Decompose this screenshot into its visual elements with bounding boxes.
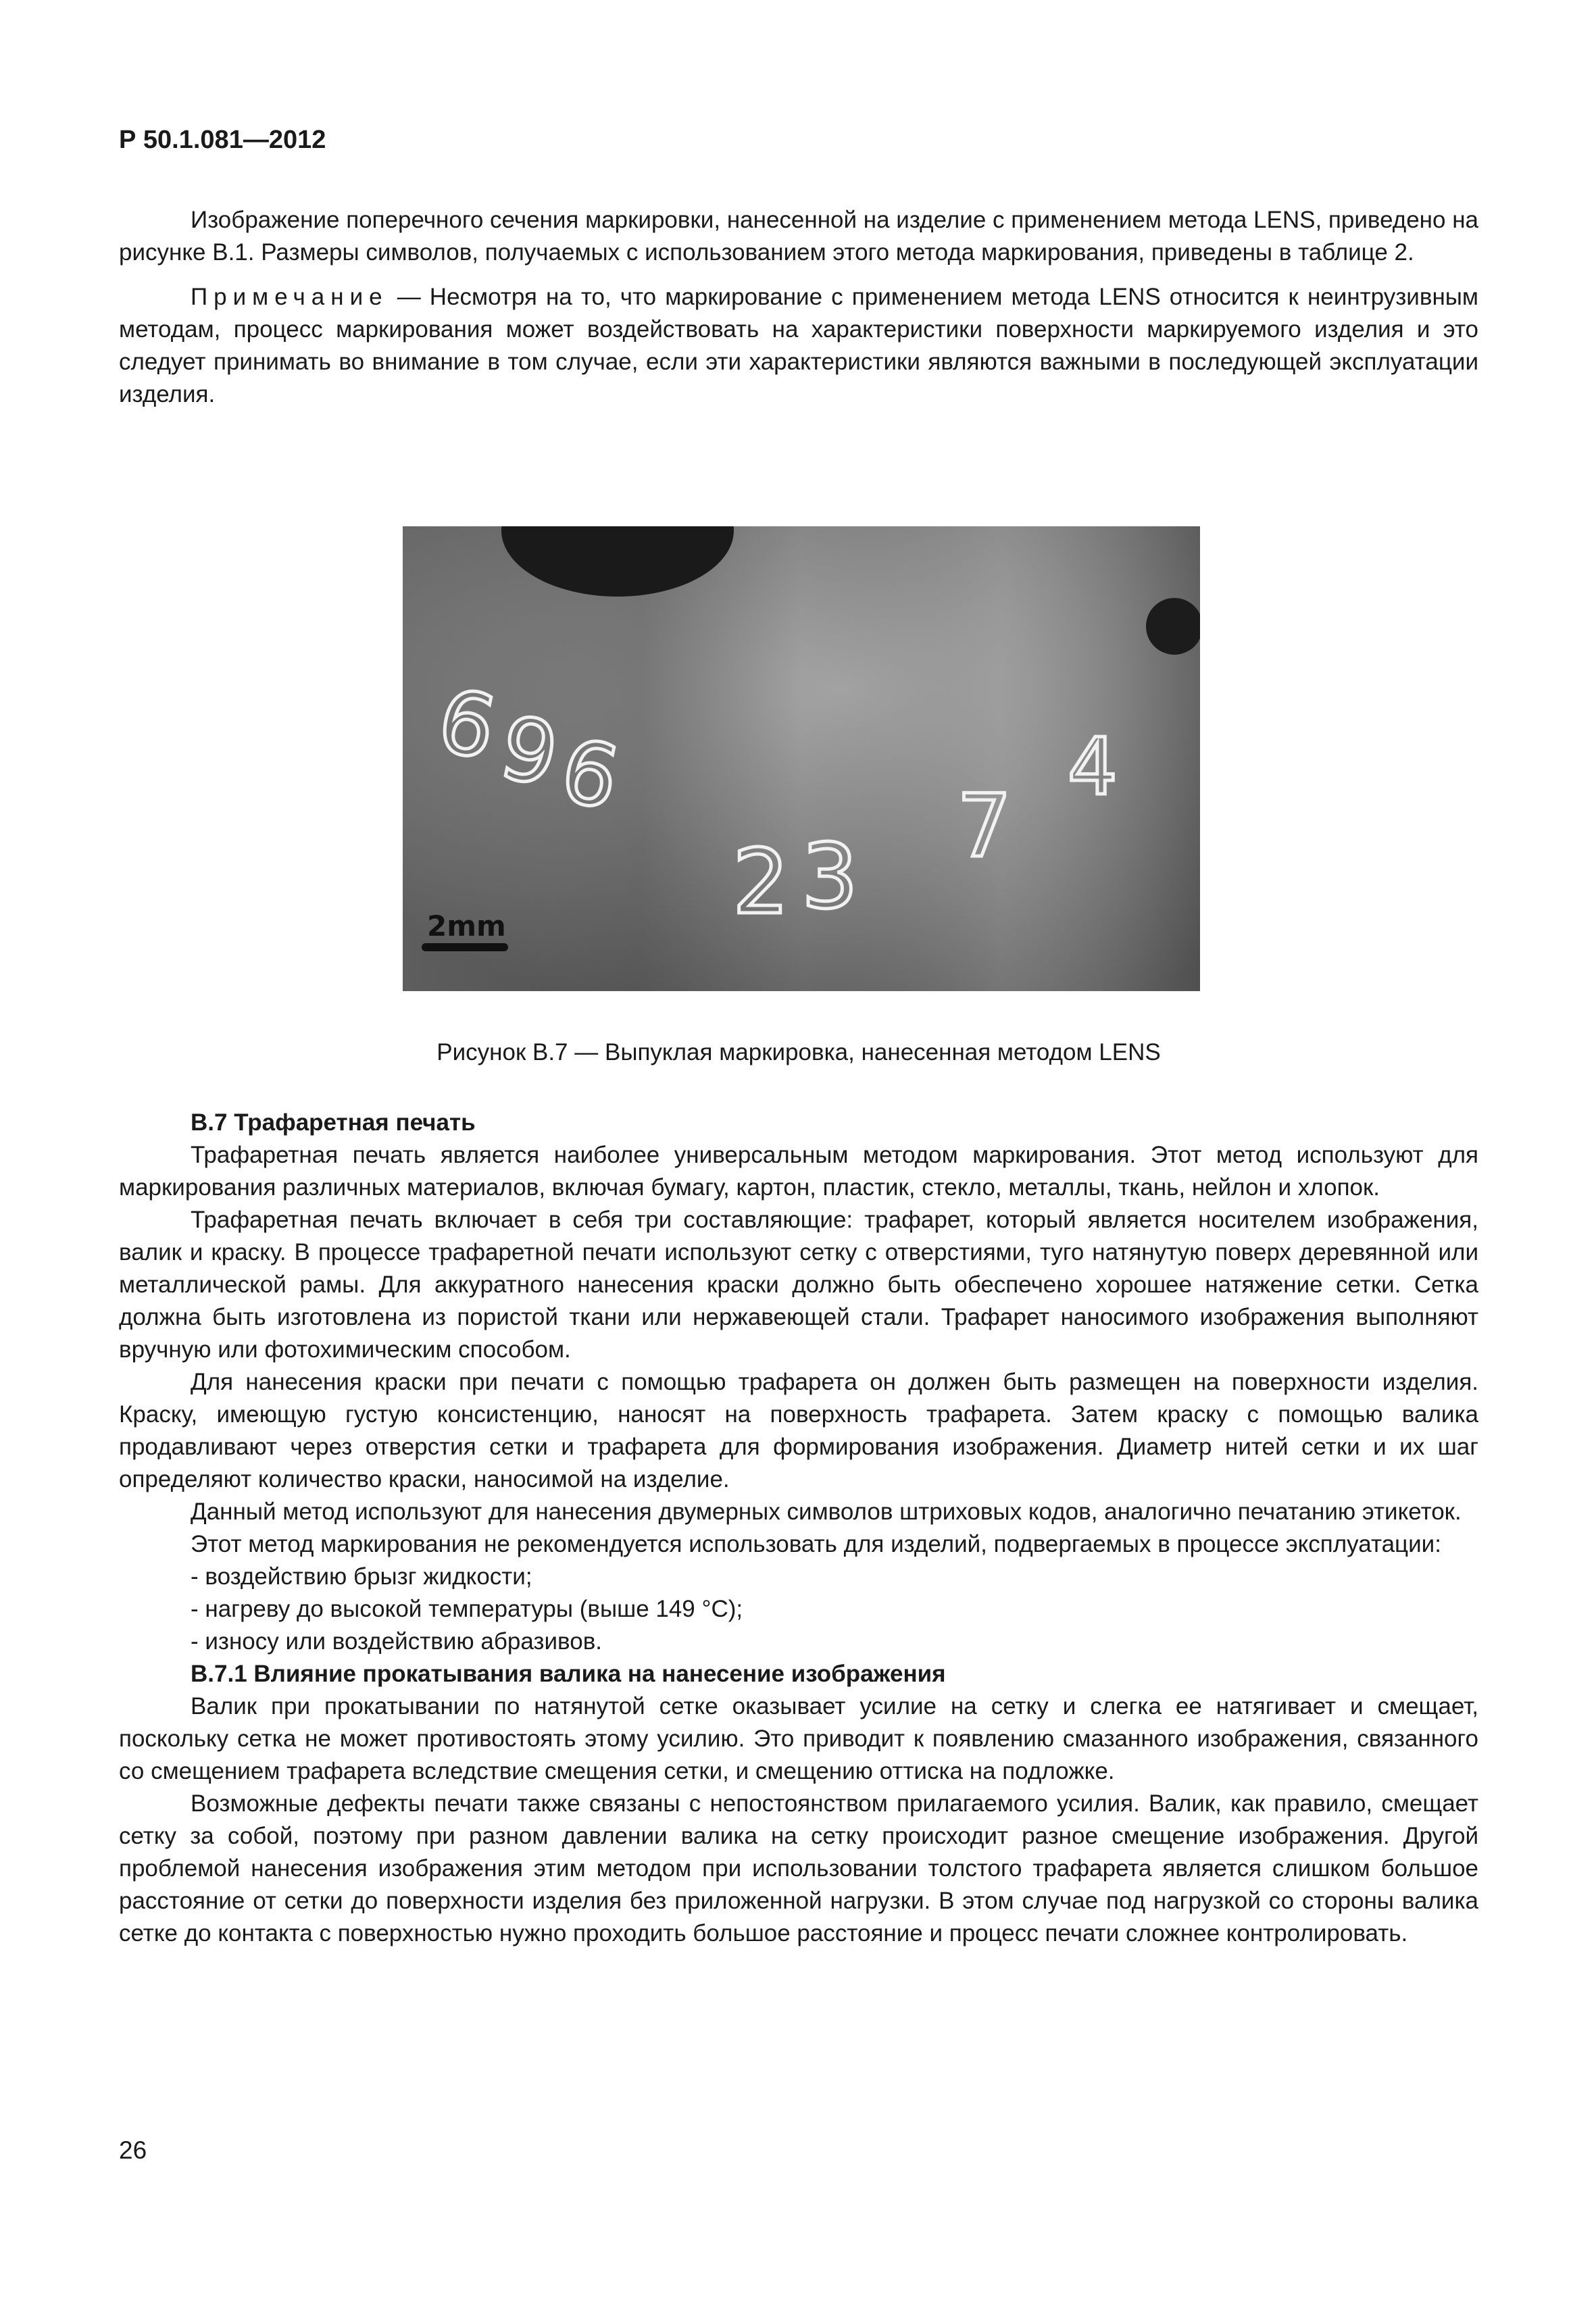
- marking-char-3: 6: [552, 720, 628, 830]
- marking-char-2: 9: [491, 697, 567, 807]
- note-label: Примечание: [191, 284, 389, 310]
- section-b71-paragraph: Валик при прокатывании по натянутой сетке оказывает усилие на сетку и слегка ее натягивает и смещает, поскольку сетка не может противостоять этому усилию. Это приводит к появлению смазанного изображения, связанного со смещением трафарета вследствие смещения сетки, и смещению оттиска на подложке.: [119, 1693, 1478, 1784]
- marking-char-6: 7: [957, 776, 1012, 877]
- section-b7-paragraph: Этот метод маркирования не рекомендуется использовать для изделий, подвергаемых в процессе эксплуатации:: [191, 1531, 1441, 1557]
- list-item: - нагреву до высокой температуры (выше 149 °С);: [191, 1596, 743, 1622]
- page-number: 26: [119, 2136, 147, 2164]
- figure-lens-marking-photo: [403, 526, 1200, 991]
- note-text: — Несмотря на то, что маркирование с применением метода LENS относится к неинтрузивным методам, процесс маркирования может воздействовать на характеристики поверхности маркируемого изделия и это следует принимать во внимание в том случае, если эти характеристики являются важными в последующей эксплуатации изделия.: [119, 284, 1478, 407]
- intro-paragraph: Изображение поперечного сечения маркировки, нанесенной на изделие с применением метода LENS, приведено на рисунке В.1. Размеры символов, получаемых с использованием этого метода маркирования, приведены в таблице 2.: [119, 207, 1478, 266]
- scale-label: 2mm: [427, 909, 506, 942]
- note-paragraph: [119, 281, 1478, 411]
- section-b7-paragraph: Данный метод используют для нанесения двумерных символов штриховых кодов, аналогично печатанию этикеток.: [191, 1499, 1462, 1525]
- marking-char-1: 6: [429, 670, 505, 780]
- list-item: - износу или воздействию абразивов.: [191, 1628, 603, 1655]
- scale-bar: [422, 943, 508, 951]
- marking-char-4: 2: [732, 830, 789, 934]
- marking-char-7: 4: [1068, 722, 1118, 813]
- figure-caption: Рисунок В.7 — Выпуклая маркировка, нанесенная методом LENS: [437, 1039, 1161, 1065]
- document-id: Р 50.1.081—2012: [119, 126, 326, 154]
- section-b7: [119, 1107, 1478, 1950]
- section-b71-paragraph: Возможные дефекты печати также связаны с непостоянством прилагаемого усилия. Валик, как правило, смещает сетку за собой, поэтому при разном давлении валика на сетку происходит разное смещение изображения. Другой проблемой нанесения изображения этим методом при использовании толстого трафарета является слишком большое расстояние от сетки до поверхности изделия без приложенной нагрузки. В этом случае под нагрузкой со стороны валика сетке до контакта с поверхностью нужно проходить большое расстояние и процесс печати сложнее контролировать.: [119, 1790, 1478, 1946]
- marking-char-5: 3: [801, 825, 858, 929]
- section-b7-paragraph: Трафаретная печать включает в себя три составляющие: трафарет, который является носителем изображения, валик и краску. В процессе трафаретной печати используют сетку с отверстиями, туго натянутую поверх деревянной или металлической рамы. Для аккуратного нанесения краски должно быть обеспечено хорошее натяжение сетки. Сетка должна быть изготовлена из пористой ткани или нержавеющей стали. Трафарет наносимого изображения выполняют вручную или фотохимическим способом.: [119, 1207, 1478, 1363]
- section-b71-heading: В.7.1 Влияние прокатывания валика на нанесение изображения: [191, 1661, 946, 1687]
- section-b7-paragraph: Для нанесения краски при печати с помощью трафарета он должен быть размещен на поверхности изделия. Краску, имеющую густую консистенцию, наносят на поверхность трафарета. Затем краску с помощью валика продавливают через отверстия сетки и трафарета для формирования изображения. Диаметр нитей сетки и их шаг определяют количество краски, наносимой на изделие.: [119, 1369, 1478, 1492]
- section-b7-paragraph: Трафаретная печать является наиболее универсальным методом маркирования. Этот метод используют для маркирования различных материалов, включая бумагу, картон, пластик, стекло, металлы, ткань, нейлон и хлопок.: [119, 1142, 1478, 1201]
- section-b7-heading: В.7 Трафаретная печать: [191, 1109, 476, 1136]
- marking-photo: [403, 526, 1200, 991]
- intro-block: [119, 204, 1478, 411]
- list-item: - воздействию брызг жидкости;: [191, 1563, 532, 1590]
